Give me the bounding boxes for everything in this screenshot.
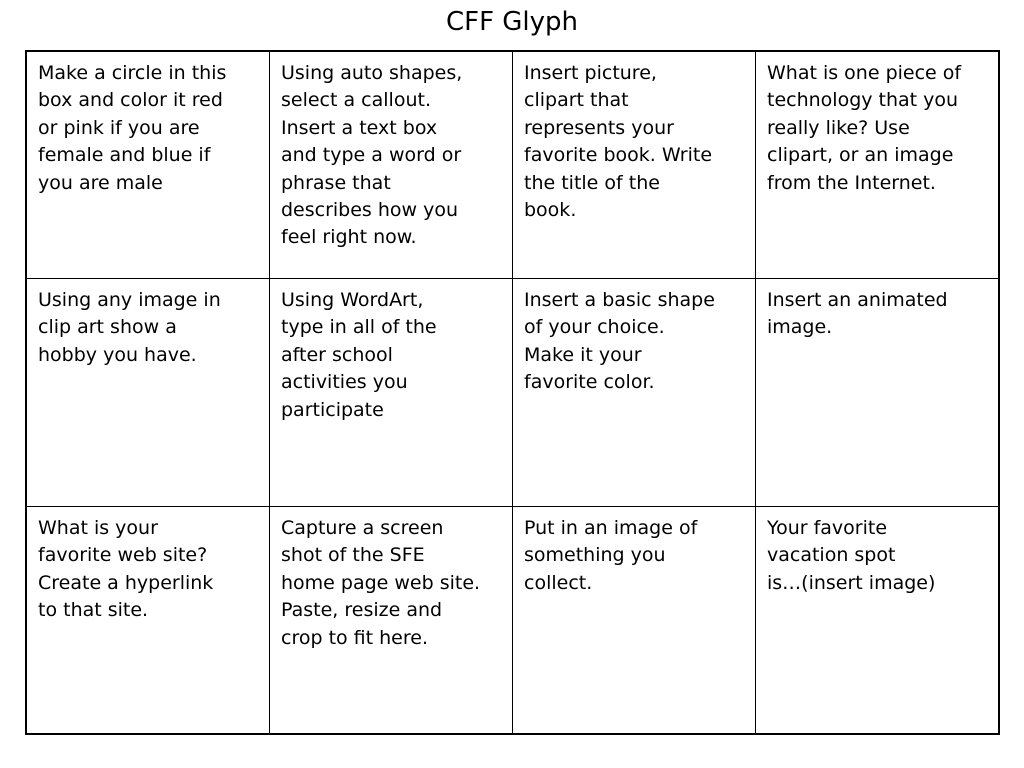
grid-cell-r2c3[interactable]: Insert a basic shape of your choice. Make it your favorite color.	[513, 279, 756, 507]
grid-cell-r3c3[interactable]: Put in an image of something you collect.	[513, 507, 756, 733]
grid-cell-r1c4[interactable]: What is one piece of technology that you really like? Use clipart, or an image from the Internet.	[756, 52, 998, 279]
grid-cell-r3c4[interactable]: Your favorite vacation spot is…(insert image)	[767, 517, 936, 594]
grid-cell-r3c2[interactable]: Capture a screen shot of the SFE home page web site. Paste, resize and crop to fit here.	[270, 507, 513, 733]
grid-cell-r2c4[interactable]: Insert an animated image.	[756, 279, 998, 507]
grid-cell-r1c3[interactable]: Insert picture, clipart that represents your favorite book. Write the title of the book.	[513, 52, 756, 279]
grid-cell-r1c2[interactable]: Using auto shapes, select a callout. Insert a text box and type a word or phrase that describes how you feel right now.	[270, 52, 513, 279]
task-grid	[25, 50, 1000, 735]
grid-cell-r1c1[interactable]: Make a circle in this box and color it red or pink if you are female and blue if you are male	[27, 52, 270, 279]
grid-cell-r3c1[interactable]: What is your favorite web site? Create a hyperlink to that site.	[27, 507, 270, 733]
grid-cell-r2c2[interactable]: Using WordArt, type in all of the after school activities you participate	[270, 279, 513, 507]
grid-cell-r2c1[interactable]: Using any image in clip art show a hobby you have.	[27, 279, 270, 507]
slide-title: CFF Glyph	[445, 7, 579, 37]
